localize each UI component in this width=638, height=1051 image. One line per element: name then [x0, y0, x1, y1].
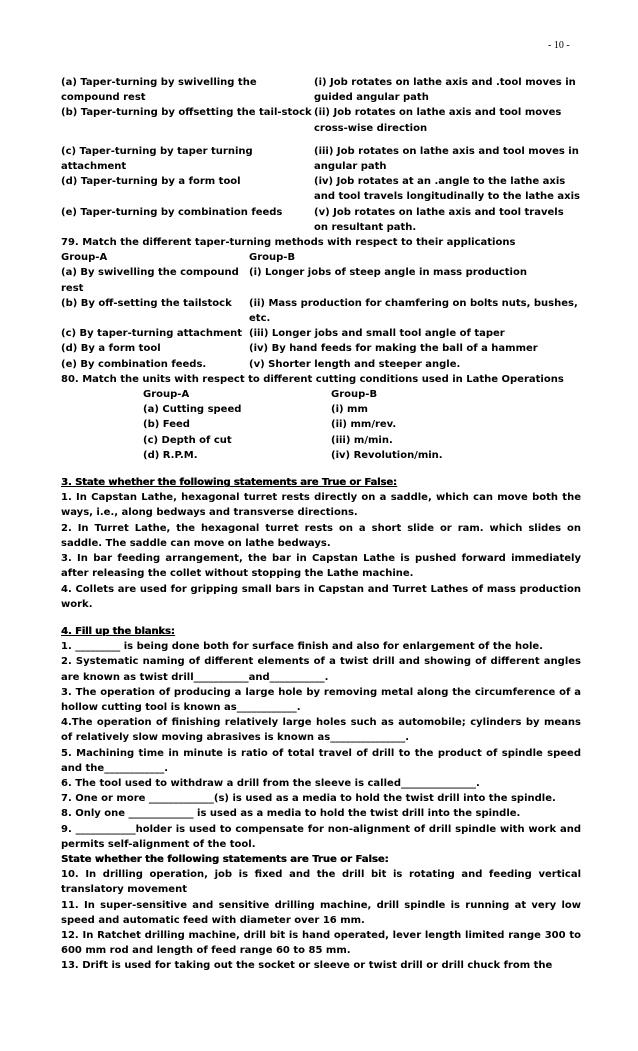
group-b-item: (ii) mm/rev. [331, 419, 397, 431]
list-item: 7. One or more _____________(s) is used as a media to hold the twist drill into the spindle. [61, 793, 556, 805]
section-heading: 3. State whether the following statements are True or False: [61, 477, 397, 489]
pair-left: (b) Taper-turning by offsetting the tail-stock [61, 107, 312, 119]
pair-right: (i) Job rotates on lathe axis and .tool moves in guided angular path [314, 77, 576, 104]
group-a-item: (e) By combination feeds. [61, 358, 207, 370]
question-80 [61, 372, 581, 463]
group-a-item: (a) By swivelling the compound rest [61, 267, 239, 294]
match-row [61, 265, 581, 295]
list-item: 12. In Ratchet drilling machine, drill bit is hand operated, lever length limited range 300 to 600 mm rod and length of feed range 60 to 85 mm. [61, 929, 581, 957]
group-a-heading: Group-A [143, 389, 190, 401]
group-a-item: (b) Feed [143, 419, 190, 431]
group-a-item: (c) Depth of cut [143, 434, 232, 446]
question-title: 80. Match the units with respect to different cutting conditions used in Lathe Operations [61, 373, 564, 385]
pair-left: (e) Taper-turning by combination feeds [61, 206, 283, 218]
pair-right: (ii) Job rotates on lathe axis and tool moves cross-wise direction [314, 107, 562, 134]
match-row [61, 433, 581, 448]
pair-right: (v) Job rotates on lathe axis and tool travels on resultant path. [314, 206, 564, 233]
match-row [61, 417, 581, 432]
true-false-list [61, 490, 581, 612]
match-row [61, 402, 581, 417]
group-b-item: (iii) Longer jobs and small tool angle of taper [249, 328, 505, 340]
pair-left: (c) Taper-turning by taper turning attachment [61, 145, 253, 173]
document-body [61, 75, 581, 974]
group-header [61, 250, 581, 265]
list-item: 4.The operation of finishing relatively large holes such as automobile; cylinders by means of relatively slow moving abrasives is known as_______________. [61, 717, 581, 744]
match-row [61, 341, 581, 356]
fill-blanks-list [61, 639, 581, 852]
match-row [61, 448, 581, 463]
list-item: 3. The operation of producing a large hole by removing metal along the circumference of a hollow cutting tool is known as____________. [61, 686, 581, 713]
group-b-item: (i) mm [331, 404, 368, 416]
group-b-item: (iv) Revolution/min. [331, 449, 443, 461]
list-item: 11. In super-sensitive and sensitive drilling machine, drill spindle is running at very low speed and automatic feed with diameter over 16 mm. [61, 899, 581, 926]
list-item: 6. The tool used to withdraw a drill from the sleeve is called_______________. [61, 777, 480, 789]
list-item: 3. In bar feeding arrangement, the bar in Capstan Lathe is pushed forward immediately after releasing the collet without stopping the Lathe machine. [61, 553, 581, 580]
section-heading: State whether the following statements are True or False: [61, 853, 389, 865]
pair-row [61, 144, 581, 174]
list-item: 4. Collets are used for gripping small bars in Capstan and Turret Lathes of mass production work. [61, 583, 581, 610]
list-item: 8. Only one _____________ is used as a media to hold the twist drill into the spindle. [61, 808, 521, 820]
group-a-item: (d) By a form tool [61, 343, 161, 355]
list-item: 9. ____________holder is used to compensate for non-alignment of drill spindle with work and permits self-alignment of the tool. [61, 823, 581, 850]
group-a-item: (d) R.P.M. [143, 449, 198, 461]
pair-left: (a) Taper-turning by swivelling the compound rest [61, 77, 257, 104]
group-b-heading: Group-B [331, 389, 378, 401]
pair-right: (iii) Job rotates on lathe axis and tool moves in angular path [314, 145, 579, 173]
list-item: 2. Systematic naming of different elements of a twist drill and showing of different angles are known as twist drill___________and___________. [61, 656, 581, 683]
match-row [61, 296, 581, 326]
page-number: - 10 - [548, 40, 570, 51]
list-item: 1. In Capstan Lathe, hexagonal turret rests directly on a saddle, which can move both the ways, i.e., along bedways and transverse directions. [61, 492, 581, 519]
pair-row [61, 105, 581, 135]
group-b-heading: Group-B [249, 252, 296, 264]
true-false-list-2 [61, 867, 581, 973]
group-b-item: (v) Shorter length and steeper angle. [249, 358, 461, 370]
list-item: 5. Machining time in minute is ratio of total travel of drill to the product of spindle speed and the____________. [61, 747, 581, 774]
group-a-item: (b) By off-setting the tailstock [61, 297, 232, 309]
list-item: 2. In Turret Lathe, the hexagonal turret rests on a short slide or ram. which slides on saddle. The saddle can move on lathe bedways. [61, 522, 581, 549]
pair-left: (d) Taper-turning by a form tool [61, 176, 241, 188]
group-b-item: (iii) m/min. [331, 434, 393, 446]
group-b-item: (i) Longer jobs of steep angle in mass production [249, 267, 527, 279]
match-row [61, 357, 581, 372]
pair-row [61, 174, 581, 204]
section-heading: 4. Fill up the blanks: [61, 625, 175, 637]
group-a-heading: Group-A [61, 252, 108, 264]
list-item: 10. In drilling operation, job is fixed and the drill bit is rotating and feeding vertical translatory movement [61, 869, 581, 896]
group-b-item: (iv) By hand feeds for making the ball of a hammer [249, 343, 538, 355]
group-b-item: (ii) Mass production for chamfering on bolts nuts, bushes, etc. [249, 297, 578, 325]
match-row [61, 326, 581, 341]
question-title: 79. Match the different taper-turning methods with respect to their applications [61, 237, 516, 249]
pair-right: (iv) Job rotates at an .angle to the lathe axis and tool travels longitudinally to the lathe axis [314, 176, 580, 203]
list-item: 1. _________ is being done both for surface finish and also for enlargement of the hole. [61, 641, 543, 653]
pair-row [61, 75, 581, 105]
question-79 [61, 235, 581, 372]
pair-row [61, 205, 581, 235]
group-a-item: (c) By taper-turning attachment [61, 328, 243, 340]
group-header [61, 387, 581, 402]
group-a-item: (a) Cutting speed [143, 404, 242, 416]
match-pairs [61, 75, 581, 235]
list-item: 13. Drift is used for taking out the socket or sleeve or twist drill or drill chuck from the [61, 960, 553, 972]
